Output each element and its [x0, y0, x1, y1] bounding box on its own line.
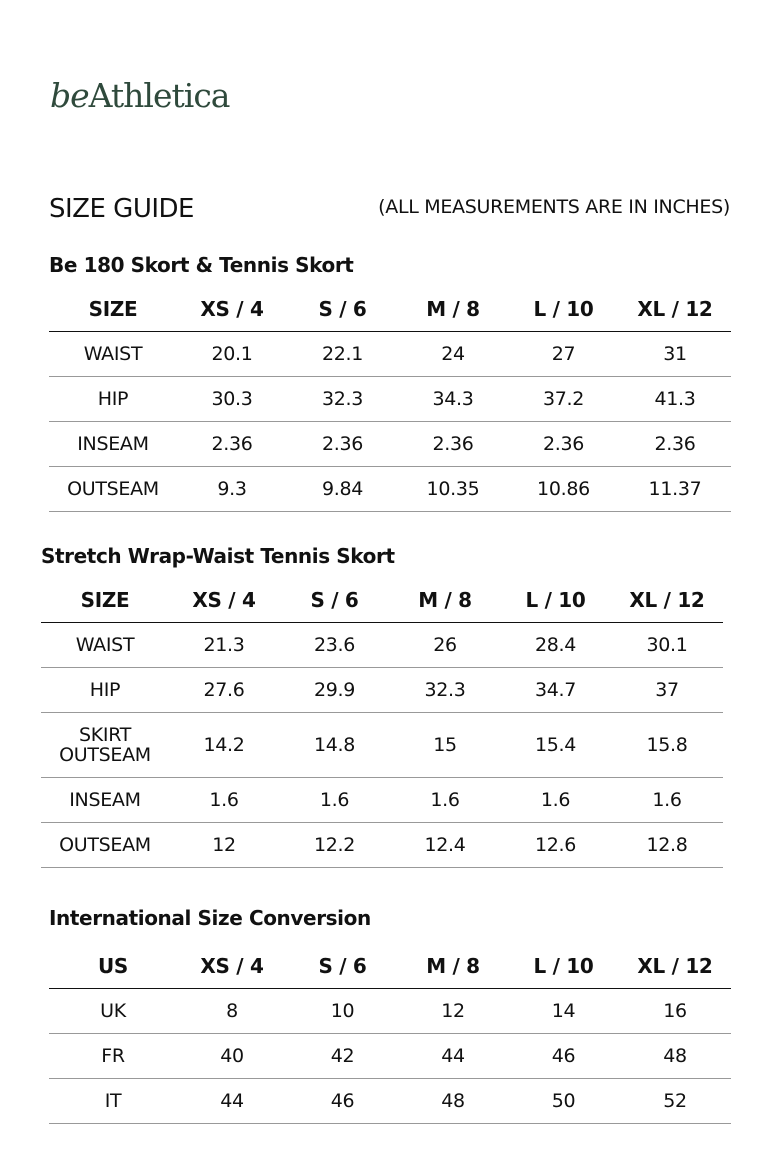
size-table-wrap-skort	[41, 578, 723, 868]
column-header: S / 6	[287, 287, 398, 332]
table-cell: 24	[398, 332, 508, 377]
table-row	[41, 823, 723, 868]
column-header: US	[49, 944, 177, 989]
column-header: M / 8	[398, 287, 508, 332]
table-cell: 12.6	[500, 823, 611, 868]
table-row	[49, 1034, 731, 1079]
table-cell: 46	[287, 1079, 398, 1124]
table-cell: 29.9	[279, 668, 390, 713]
column-header: XS / 4	[169, 578, 279, 623]
table-cell: 48	[398, 1079, 508, 1124]
table-cell: 44	[398, 1034, 508, 1079]
table-row	[41, 778, 723, 823]
section-title-wrap-skort: Stretch Wrap-Waist Tennis Skort	[41, 544, 395, 568]
table-cell: 2.36	[287, 422, 398, 467]
table-header-row	[41, 578, 723, 623]
column-header: L / 10	[508, 287, 619, 332]
row-label: HIP	[49, 377, 177, 422]
row-label: FR	[49, 1034, 177, 1079]
column-header: SIZE	[41, 578, 169, 623]
table-cell: 28.4	[500, 623, 611, 668]
table-row	[41, 713, 723, 778]
row-label: INSEAM	[49, 422, 177, 467]
table-cell: 14	[508, 989, 619, 1034]
table-row	[49, 989, 731, 1034]
row-label: SKIRT OUTSEAM	[41, 713, 169, 778]
row-label: IT	[49, 1079, 177, 1124]
brand-logo-be: be	[50, 76, 89, 115]
column-header: L / 10	[508, 944, 619, 989]
table-row	[41, 668, 723, 713]
table-cell: 1.6	[390, 778, 500, 823]
column-header: XL / 12	[619, 944, 731, 989]
table-header-row	[49, 944, 731, 989]
brand-logo-rest: Athletica	[88, 76, 230, 115]
units-note: (ALL MEASUREMENTS ARE IN INCHES)	[378, 196, 730, 218]
section-title-skort: Be 180 Skort & Tennis Skort	[49, 253, 354, 277]
table-cell: 11.37	[619, 467, 731, 512]
column-header: S / 6	[279, 578, 390, 623]
table-cell: 32.3	[287, 377, 398, 422]
table-cell: 30.1	[611, 623, 723, 668]
table-cell: 15.4	[500, 713, 611, 778]
table-cell: 50	[508, 1079, 619, 1124]
row-label: WAIST	[41, 623, 169, 668]
table-cell: 34.7	[500, 668, 611, 713]
table-cell: 48	[619, 1034, 731, 1079]
column-header: XS / 4	[177, 944, 287, 989]
table-cell: 12	[398, 989, 508, 1034]
table-cell: 14.8	[279, 713, 390, 778]
table-cell: 40	[177, 1034, 287, 1079]
table-cell: 9.3	[177, 467, 287, 512]
column-header: M / 8	[390, 578, 500, 623]
table-cell: 1.6	[500, 778, 611, 823]
row-label: UK	[49, 989, 177, 1034]
table-cell: 21.3	[169, 623, 279, 668]
table-cell: 44	[177, 1079, 287, 1124]
table-cell: 42	[287, 1034, 398, 1079]
table-cell: 30.3	[177, 377, 287, 422]
row-label: WAIST	[49, 332, 177, 377]
table-cell: 10.86	[508, 467, 619, 512]
table-cell: 22.1	[287, 332, 398, 377]
table-cell: 34.3	[398, 377, 508, 422]
column-header: M / 8	[398, 944, 508, 989]
table-cell: 26	[390, 623, 500, 668]
table-cell: 15.8	[611, 713, 723, 778]
table-cell: 1.6	[611, 778, 723, 823]
section-title-conversion: International Size Conversion	[49, 906, 371, 930]
table-cell: 9.84	[287, 467, 398, 512]
table-cell: 2.36	[619, 422, 731, 467]
table-cell: 2.36	[508, 422, 619, 467]
table-cell: 1.6	[169, 778, 279, 823]
table-cell: 32.3	[390, 668, 500, 713]
table-row	[49, 1079, 731, 1124]
table-cell: 2.36	[398, 422, 508, 467]
table-row	[49, 422, 731, 467]
table-cell: 23.6	[279, 623, 390, 668]
table-cell: 27	[508, 332, 619, 377]
row-label: OUTSEAM	[41, 823, 169, 868]
table-cell: 12.2	[279, 823, 390, 868]
table-cell: 27.6	[169, 668, 279, 713]
table-cell: 46	[508, 1034, 619, 1079]
column-header: S / 6	[287, 944, 398, 989]
column-header: L / 10	[500, 578, 611, 623]
table-cell: 10.35	[398, 467, 508, 512]
table-cell: 15	[390, 713, 500, 778]
table-row	[41, 623, 723, 668]
table-cell: 20.1	[177, 332, 287, 377]
table-cell: 37.2	[508, 377, 619, 422]
row-label: OUTSEAM	[49, 467, 177, 512]
table-cell: 12.8	[611, 823, 723, 868]
size-table-skort	[49, 287, 731, 512]
brand-logo	[50, 76, 229, 115]
table-cell: 52	[619, 1079, 731, 1124]
table-cell: 37	[611, 668, 723, 713]
table-cell: 1.6	[279, 778, 390, 823]
table-cell: 12	[169, 823, 279, 868]
row-label: HIP	[41, 668, 169, 713]
column-header: SIZE	[49, 287, 177, 332]
table-cell: 12.4	[390, 823, 500, 868]
table-row	[49, 332, 731, 377]
page-title: SIZE GUIDE	[49, 194, 194, 224]
column-header: XL / 12	[619, 287, 731, 332]
table-cell: 10	[287, 989, 398, 1034]
table-cell: 41.3	[619, 377, 731, 422]
table-header-row	[49, 287, 731, 332]
table-cell: 8	[177, 989, 287, 1034]
table-row	[49, 377, 731, 422]
column-header: XS / 4	[177, 287, 287, 332]
table-cell: 2.36	[177, 422, 287, 467]
row-label: INSEAM	[41, 778, 169, 823]
table-cell: 14.2	[169, 713, 279, 778]
column-header: XL / 12	[611, 578, 723, 623]
table-cell: 31	[619, 332, 731, 377]
table-cell: 16	[619, 989, 731, 1034]
table-row	[49, 467, 731, 512]
size-table-conversion	[49, 944, 731, 1124]
